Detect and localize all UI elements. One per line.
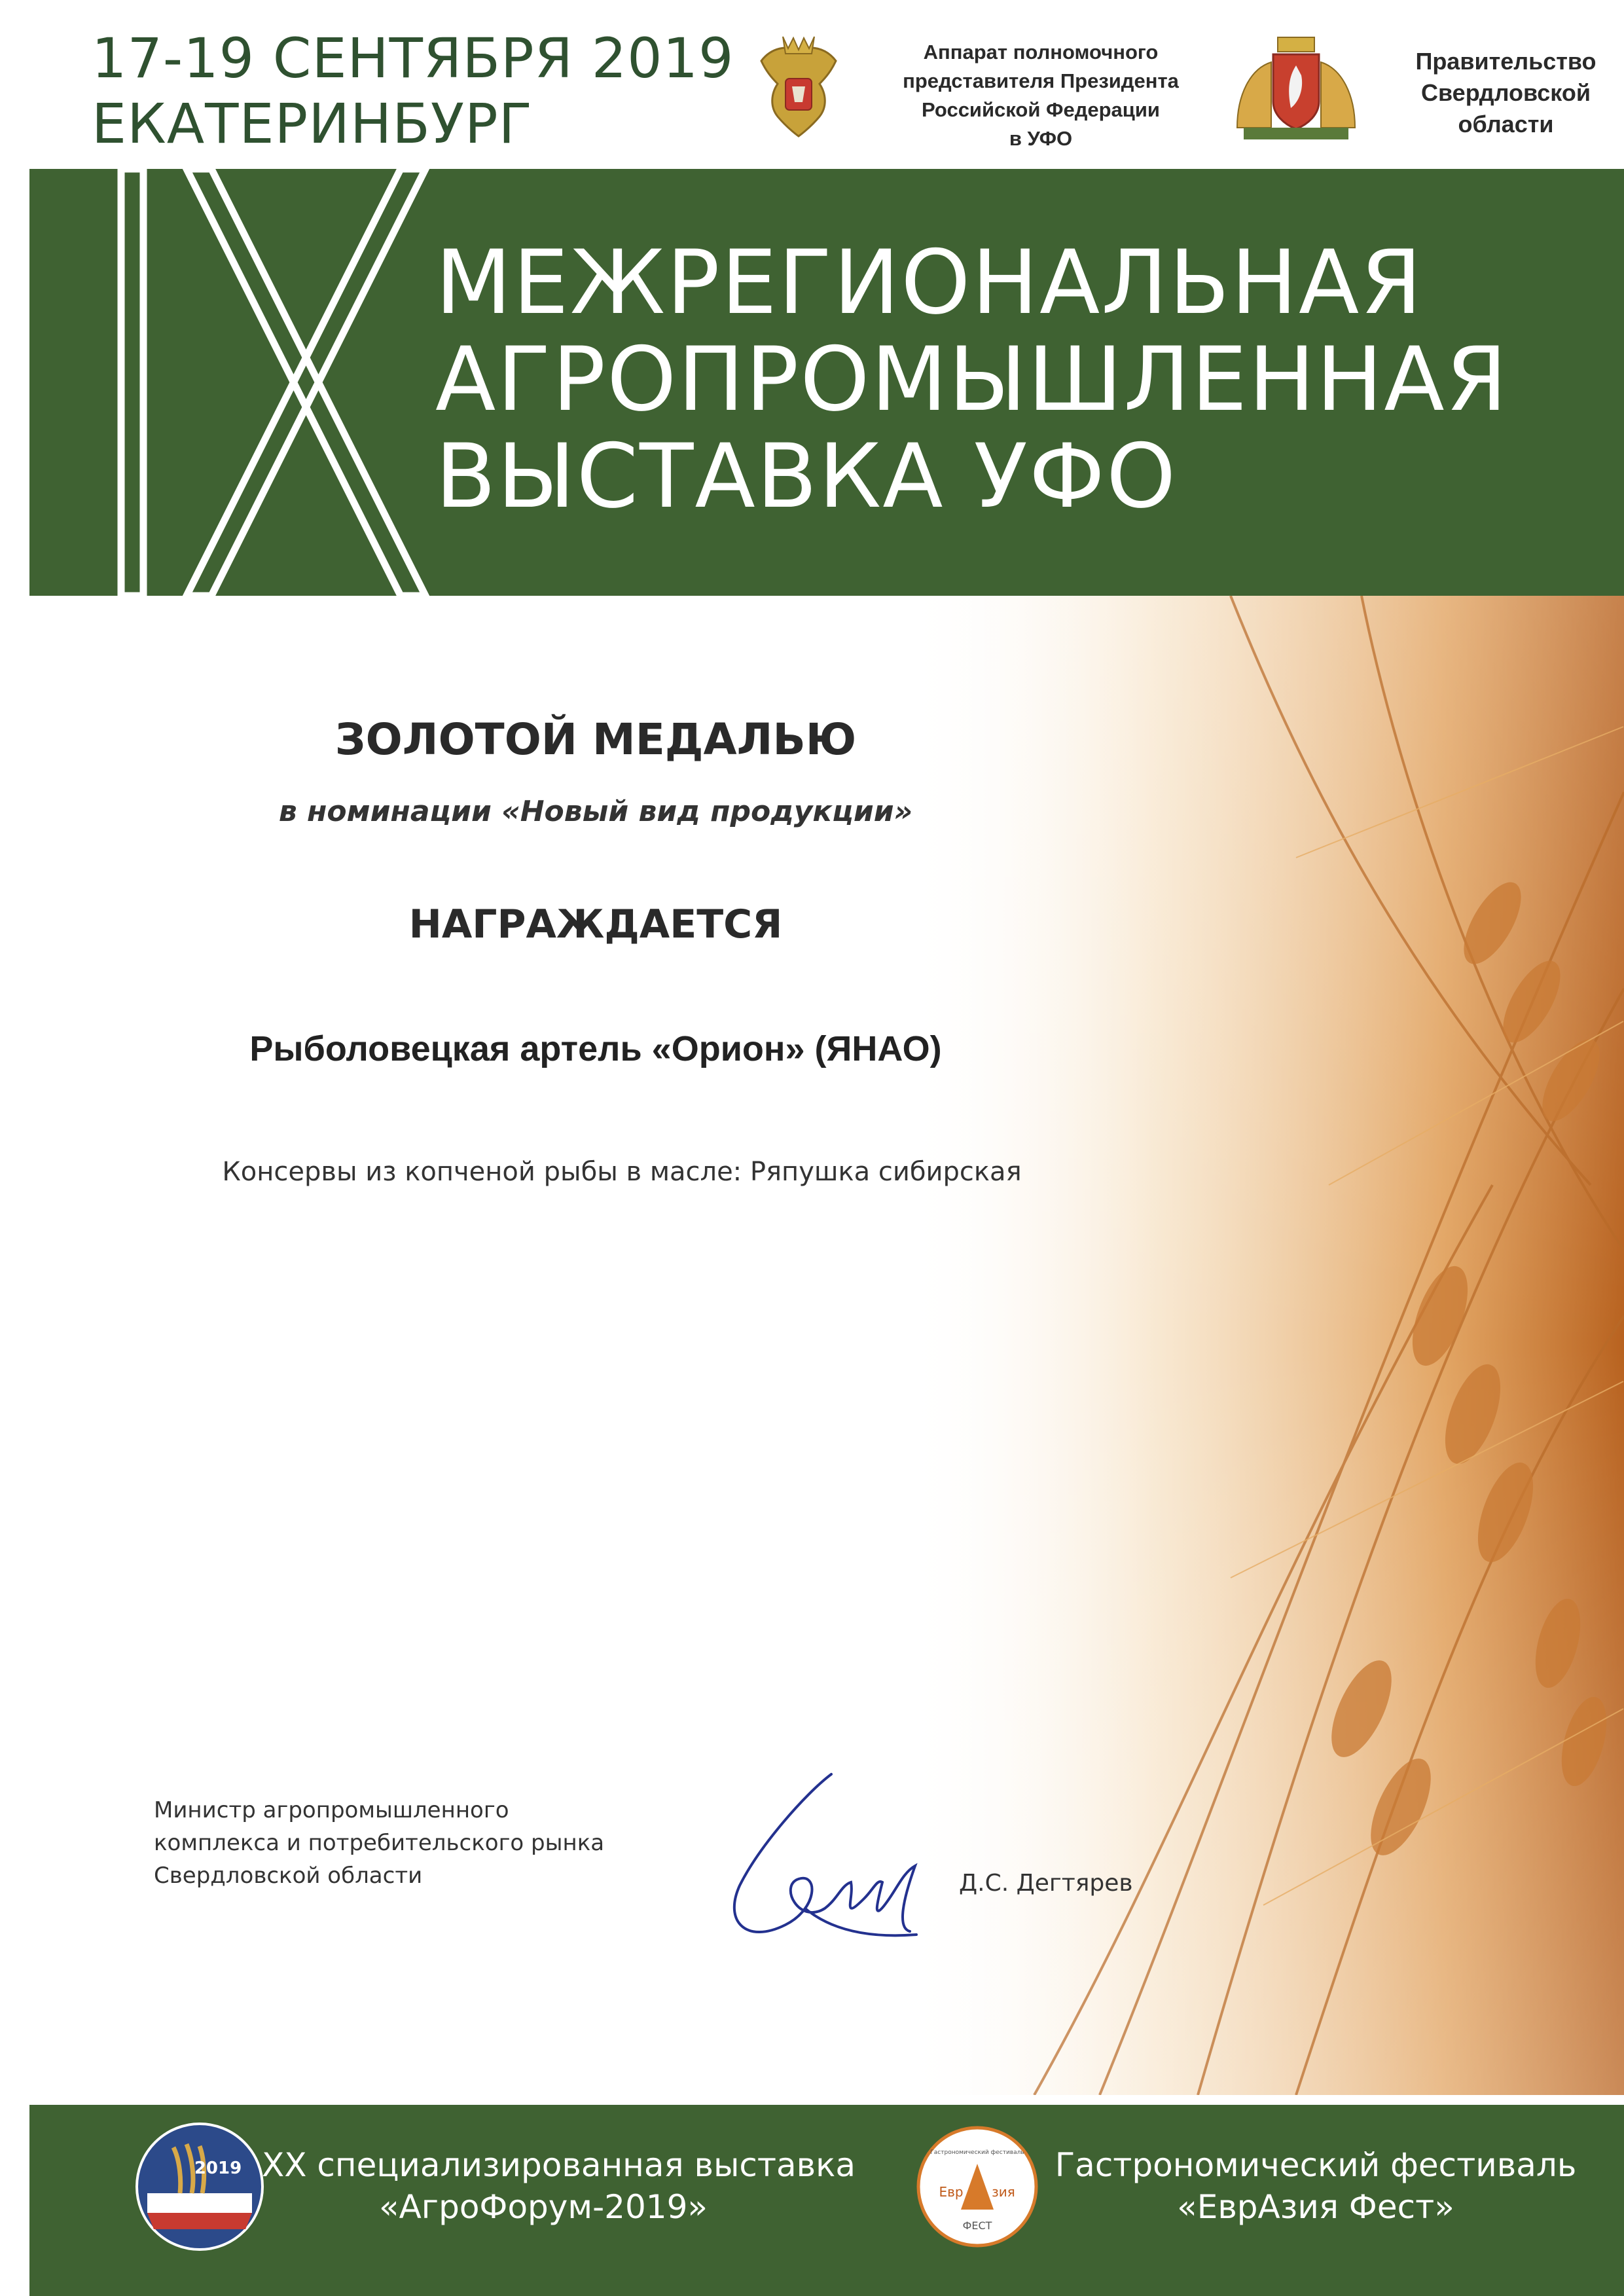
org-left-line: в УФО [1009, 127, 1073, 150]
agroforum-logo-icon [134, 2121, 265, 2252]
sverdlovsk-coat-of-arms-icon [1224, 29, 1368, 147]
signatory-name: Д.С. Дегтярев [959, 1870, 1133, 1897]
event-dates: 17-19 СЕНТЯБРЯ 2019 [92, 26, 734, 90]
org-right-line: Свердловской [1421, 79, 1591, 106]
org-left-line: Российской Федерации [922, 98, 1160, 121]
agroforum-caption-line: XX специализированная выставка [262, 2146, 856, 2184]
signatory-position-line: комплекса и потребительского рынка [154, 1830, 605, 1856]
eurasia-logo-top-text: Гастрономический фестиваль [930, 2149, 1024, 2156]
org-left-line: представителя Президента [903, 69, 1179, 92]
eurasia-logo-bottom-text: ФЕСТ [962, 2219, 992, 2232]
event-city: ЕКАТЕРИНБУРГ [92, 92, 533, 156]
org-right-line: Правительство [1415, 48, 1597, 75]
agroforum-badge-year: 2019 [194, 2159, 242, 2178]
title-line: АГРОПРОМЫШЛЕННАЯ [435, 328, 1509, 431]
org-right-line: области [1458, 111, 1554, 137]
award-nomination: в номинации «Новый вид продукции» [278, 795, 913, 828]
title-line: МЕЖРЕГИОНАЛЬНАЯ [435, 231, 1424, 334]
eurasia-logo-left-text: Евр [939, 2184, 964, 2200]
product-description: Консервы из копченой рыбы в масле: Ряпушка сибирская [222, 1157, 1022, 1187]
eurasia-caption-line: «ЕврАзия Фест» [1177, 2188, 1454, 2226]
recipient-name: Рыболовецкая артель «Орион» (ЯНАО) [249, 1029, 942, 1068]
eurasia-fest-caption [1047, 2144, 1584, 2228]
signatory-position-line: Министр агропромышленного [154, 1797, 509, 1823]
eurasia-logo-right-text: зия [992, 2184, 1015, 2200]
org-left-line: Аппарат полномочного [923, 41, 1159, 64]
eurasia-fest-logo-icon [915, 2124, 1039, 2249]
signatory-position-line: Свердловской области [154, 1863, 423, 1889]
roman-numeral-ix-icon [95, 169, 461, 596]
handwritten-signature-icon [707, 1768, 923, 1958]
awarded-heading: НАГРАЖДАЕТСЯ [408, 902, 783, 947]
title-banner [29, 169, 1624, 596]
org-presidential-envoy [871, 38, 1211, 153]
agroforum-caption [262, 2144, 856, 2228]
russia-coat-of-arms-icon [751, 31, 846, 143]
signatory-position [154, 1794, 604, 1892]
org-sverdlovsk-government [1388, 46, 1624, 140]
agroforum-caption-line: «АгроФорум-2019» [379, 2188, 708, 2226]
exhibition-title [435, 231, 1509, 528]
title-line: ВЫСТАВКА УФО [435, 425, 1178, 528]
award-medal: ЗОЛОТОЙ МЕДАЛЬЮ [334, 714, 857, 765]
eurasia-caption-line: Гастрономический фестиваль [1055, 2146, 1577, 2184]
